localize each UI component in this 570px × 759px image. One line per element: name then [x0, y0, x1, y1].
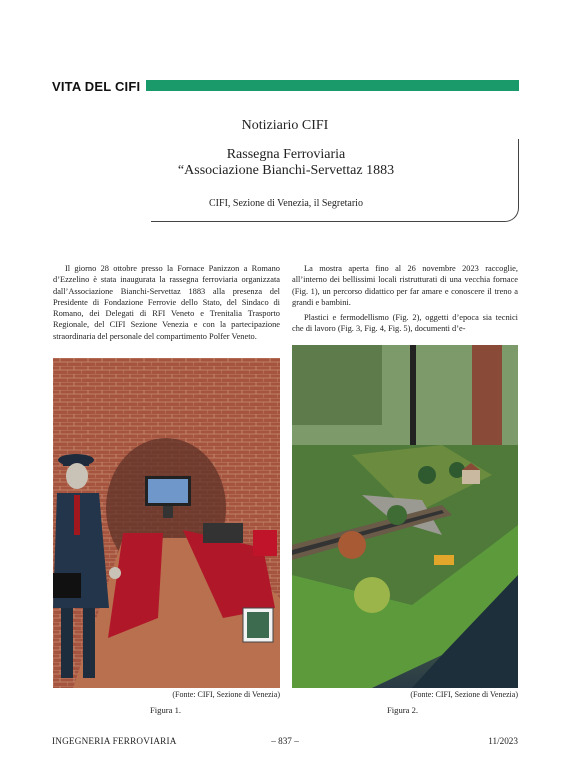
right-paragraph-1: La mostra aperta fino al 26 novembre 2023 raccoglie, all’interno dei bellissimi locali ristrutturati di una vecchia fornace (Fig. 1), un percorso didattico per far amare e conoscere il treno a grandi e bambini. — [292, 264, 518, 307]
right-paragraph-2: Plastici e fermodellismo (Fig. 2), oggetti d’epoca sia tecnici che di lavoro (Fig. 3, Fig. 4, Fig. 5), documenti d’e- — [292, 313, 518, 334]
article-title-line1: Rassegna Ferroviaria — [226, 147, 346, 162]
section-bar — [146, 80, 519, 91]
article-author: CIFI, Sezione di Venezia, il Segretario — [209, 198, 363, 209]
left-column — [53, 263, 280, 346]
footer-page-number: – 837 – — [271, 736, 299, 746]
figure-2-photo — [292, 345, 518, 688]
figure-2-label: Figura 2. — [387, 705, 419, 715]
footer-journal: INGEGNERIA FERROVIARIA — [52, 736, 177, 746]
article-title-line2: “Associazione Bianchi-Servettaz 1883 — [177, 163, 395, 178]
figure-2-source: (Fonte: CIFI, Sezione di Venezia) — [410, 690, 518, 699]
right-column — [292, 263, 518, 339]
article-kicker: Notiziario CIFI — [241, 118, 329, 133]
figure-1-photo — [53, 358, 280, 688]
section-label: VITA DEL CIFI — [52, 79, 141, 94]
figure-1-label: Figura 1. — [150, 705, 182, 715]
left-paragraph: Il giorno 28 ottobre presso la Fornace Panizzon a Romano d’Ezzelino è stata inaugurata la rassegna ferroviaria organizzata dall’Associazione Bianchi-Servettaz 1883 alla presenza del Presidente di Fondazione Ferrovie dello Stato, del Sindaco di Romano, dei Delegati di RFI Veneto e Trenitalia Trasporto Regionale, del CIFI Sezione Venezia e con la partecipazione straordinaria del personale del compartimento Polfer Veneto. — [53, 264, 280, 341]
footer-issue: 11/2023 — [488, 736, 518, 746]
figure-1-source: (Fonte: CIFI, Sezione di Venezia) — [172, 690, 280, 699]
